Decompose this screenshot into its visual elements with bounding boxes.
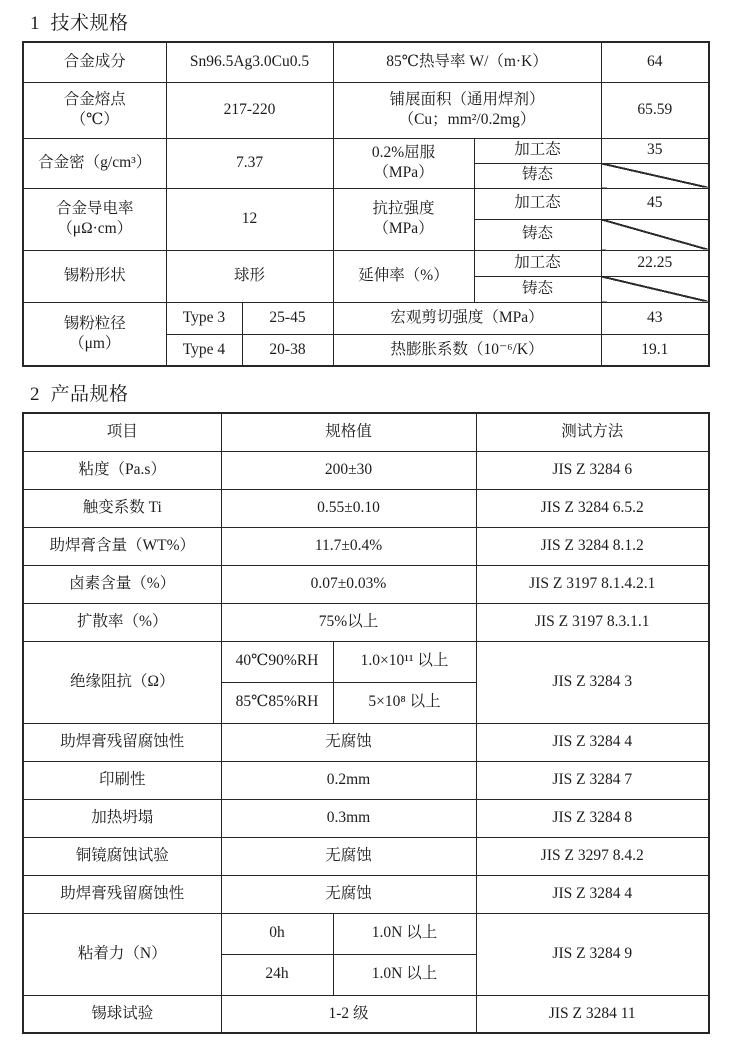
row-density-yield-wrought: [23, 138, 709, 163]
shear-strength-label: 宏观剪切强度（MPa）: [333, 302, 601, 334]
method-cell: JIS Z 3197 8.1.4.2.1: [476, 565, 709, 603]
row-spread-rate: [23, 603, 709, 641]
elongation-cast-empty-diagonal-cell: [601, 276, 709, 302]
yield-label: [333, 138, 474, 188]
condition-cell: 85℃85%RH: [221, 682, 333, 723]
method-cell: JIS Z 3284 9: [476, 913, 709, 995]
powder-size-label-line2: （μm）: [69, 334, 121, 352]
row-powder-size-type3: [23, 302, 709, 334]
row-copper-mirror-corrosion: [23, 837, 709, 875]
row-insulation-resistance-a: [23, 641, 709, 682]
tech-spec-table: [22, 41, 710, 367]
section-1-heading: 1 技术规格: [30, 13, 129, 34]
value-cell: 1-2 级: [221, 995, 476, 1033]
yield-wrought-value: 35: [601, 138, 709, 163]
type4-value: 20-38: [242, 334, 333, 366]
spread-area-value: 65.59: [601, 82, 709, 138]
item-cell: 加热坍塌: [23, 799, 221, 837]
value-cell: 1.0×10¹¹ 以上: [333, 641, 476, 682]
yield-label-line1: 0.2%屈服: [371, 143, 436, 161]
row-residue-corrosion-2: [23, 875, 709, 913]
density-value: 7.37: [166, 138, 333, 188]
conductivity-label-line1: 合金导电率: [55, 199, 134, 217]
alloy-composition-value: Sn96.5Ag3.0Cu0.5: [166, 42, 333, 82]
spread-area-label-line2: （Cu；mm²/0.2mg）: [398, 111, 536, 128]
value-cell: 11.7±0.4%: [221, 527, 476, 565]
tensile-label: [333, 188, 474, 250]
row-halogen-content: [23, 565, 709, 603]
value-cell: 0.07±0.03%: [221, 565, 476, 603]
yield-cast-empty-diagonal-cell: [601, 163, 709, 188]
item-cell: 触变系数 Ti: [23, 489, 221, 527]
row-thixotropic-index: [23, 489, 709, 527]
powder-size-label-line1: 锡粉粒径: [63, 314, 126, 332]
thermal-conductivity-value: 64: [601, 42, 709, 82]
cast-state-label: 铸态: [474, 276, 601, 302]
row-adhesion-a: [23, 913, 709, 954]
cast-state-label: 铸态: [474, 219, 601, 250]
type3-value: 25-45: [242, 302, 333, 334]
condition-cell: 0h: [221, 913, 333, 954]
row-flux-content: [23, 527, 709, 565]
conductivity-label-line2: （μΩ·cm）: [57, 220, 133, 237]
method-cell: JIS Z 3284 6.5.2: [476, 489, 709, 527]
item-cell: 粘着力（N）: [23, 913, 221, 995]
thermal-conductivity-label: 85℃热导率 W/（m·K）: [333, 42, 601, 82]
product-spec-table: [22, 412, 710, 1034]
item-cell: 粘度（Pa.s）: [23, 451, 221, 489]
row-viscosity: [23, 451, 709, 489]
row-melting-point: [23, 82, 709, 138]
alloy-composition-label: 合金成分: [23, 42, 166, 82]
section-2-heading: 2 产品规格: [30, 384, 129, 405]
conductivity-label: [23, 188, 166, 250]
item-cell: 助焊膏残留腐蚀性: [23, 723, 221, 761]
row-alloy-composition: [23, 42, 709, 82]
method-cell: JIS Z 3297 8.4.2: [476, 837, 709, 875]
value-cell: 无腐蚀: [221, 837, 476, 875]
row-powder-shape-elongation-wrought: [23, 250, 709, 276]
item-cell: 助焊膏残留腐蚀性: [23, 875, 221, 913]
value-cell: 0.55±0.10: [221, 489, 476, 527]
wrought-state-label: 加工态: [474, 138, 601, 163]
wrought-state-label: 加工态: [474, 250, 601, 276]
row-tin-ball-test: [23, 995, 709, 1033]
item-cell: 卤素含量（%）: [23, 565, 221, 603]
method-cell: JIS Z 3197 8.3.1.1: [476, 603, 709, 641]
value-cell: 1.0N 以上: [333, 913, 476, 954]
method-cell: JIS Z 3284 8: [476, 799, 709, 837]
spread-area-label-line1: 铺展面积（通用焊剂）: [389, 90, 545, 108]
value-cell: 75%以上: [221, 603, 476, 641]
product-header-row: [23, 413, 709, 451]
value-cell: 1.0N 以上: [333, 954, 476, 995]
melting-point-label-line1: 合金熔点: [63, 90, 126, 108]
item-cell: 绝缘阻抗（Ω）: [23, 641, 221, 723]
method-cell: JIS Z 3284 4: [476, 723, 709, 761]
yield-label-line2: （MPa）: [373, 164, 434, 181]
powder-size-label: [23, 302, 166, 366]
value-cell: 200±30: [221, 451, 476, 489]
value-cell: 0.3mm: [221, 799, 476, 837]
method-cell: JIS Z 3284 6: [476, 451, 709, 489]
item-cell: 助焊膏含量（WT%）: [23, 527, 221, 565]
method-cell: JIS Z 3284 3: [476, 641, 709, 723]
spread-area-label: [333, 82, 601, 138]
method-cell: JIS Z 3284 4: [476, 875, 709, 913]
condition-cell: 24h: [221, 954, 333, 995]
powder-shape-label: 锡粉形状: [23, 250, 166, 302]
cte-label: 热膨胀系数（10⁻⁶/K）: [333, 334, 601, 366]
method-cell: JIS Z 3284 8.1.2: [476, 527, 709, 565]
tensile-label-line1: 抗拉强度: [372, 199, 435, 217]
item-cell: 锡球试验: [23, 995, 221, 1033]
row-conductivity-tensile-wrought: [23, 188, 709, 219]
cte-value: 19.1: [601, 334, 709, 366]
method-cell: JIS Z 3284 7: [476, 761, 709, 799]
value-cell: 5×10⁸ 以上: [333, 682, 476, 723]
conductivity-value: 12: [166, 188, 333, 250]
density-label: 合金密（g/cm³）: [23, 138, 166, 188]
type3-label: Type 3: [166, 302, 242, 334]
item-cell: 铜镜腐蚀试验: [23, 837, 221, 875]
item-cell: 扩散率（%）: [23, 603, 221, 641]
elongation-label: 延伸率（%）: [333, 250, 474, 302]
value-cell: 无腐蚀: [221, 723, 476, 761]
row-heat-slump: [23, 799, 709, 837]
header-value: 规格值: [221, 413, 476, 451]
tensile-cast-empty-diagonal-cell: [601, 219, 709, 250]
elongation-wrought-value: 22.25: [601, 250, 709, 276]
melting-point-label: [23, 82, 166, 138]
row-printability: [23, 761, 709, 799]
header-method: 测试方法: [476, 413, 709, 451]
tensile-label-line2: （MPa）: [373, 220, 434, 237]
row-residue-corrosion-1: [23, 723, 709, 761]
melting-point-label-line2: （℃）: [70, 111, 119, 128]
powder-shape-value: 球形: [166, 250, 333, 302]
type4-label: Type 4: [166, 334, 242, 366]
condition-cell: 40℃90%RH: [221, 641, 333, 682]
item-cell: 印刷性: [23, 761, 221, 799]
wrought-state-label: 加工态: [474, 188, 601, 219]
tensile-wrought-value: 45: [601, 188, 709, 219]
shear-strength-value: 43: [601, 302, 709, 334]
value-cell: 无腐蚀: [221, 875, 476, 913]
cast-state-label: 铸态: [474, 163, 601, 188]
melting-point-value: 217-220: [166, 82, 333, 138]
header-item: 项目: [23, 413, 221, 451]
method-cell: JIS Z 3284 11: [476, 995, 709, 1033]
value-cell: 0.2mm: [221, 761, 476, 799]
